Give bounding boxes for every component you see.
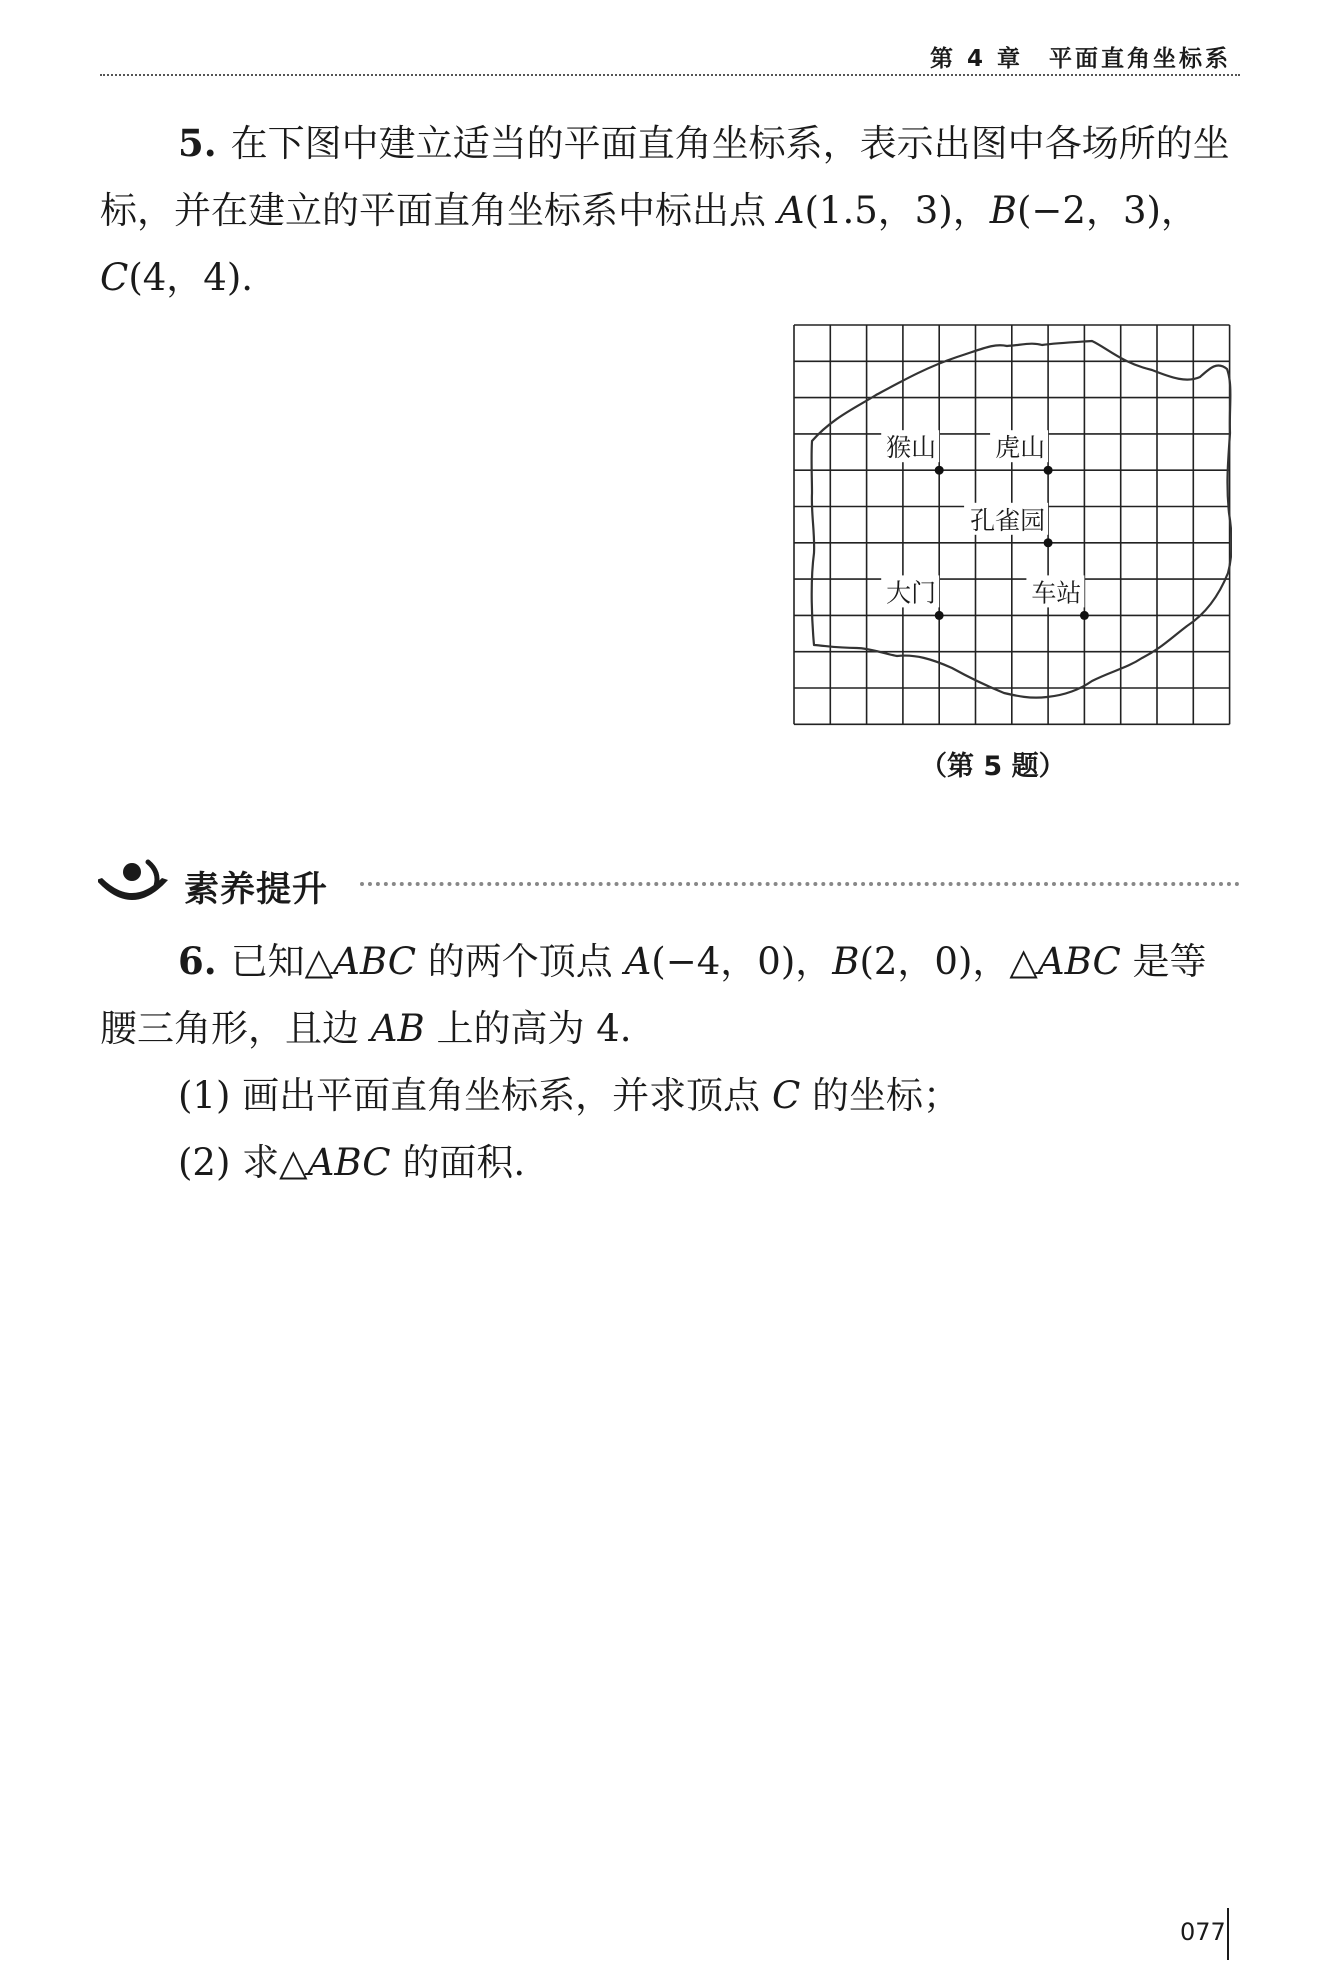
place-dot	[1044, 466, 1053, 475]
question-5	[100, 110, 1240, 311]
figure-caption: （第 5 题）	[920, 751, 1066, 782]
page-number: 077	[1180, 1918, 1226, 1946]
point-a-coord: (1.5，3)，	[804, 189, 990, 232]
point-b-coord: (−2，3)，	[1016, 189, 1198, 232]
section-emblem-icon	[98, 858, 174, 908]
point-a-label: A	[777, 189, 805, 232]
sub2-suffix: 的面积.	[390, 1141, 526, 1184]
sub1-suffix: 的坐标；	[800, 1074, 961, 1117]
q6-text-3: 是等腰三角形，且边	[100, 940, 1207, 1050]
place-dot	[1044, 538, 1053, 547]
q6-triangle-abc-2: ABC	[1037, 940, 1121, 983]
place-label: 孔雀园	[970, 505, 1046, 535]
q6-coord-a: (−4，0)，	[651, 940, 833, 983]
q6-text-4: 上的高为 4.	[424, 1007, 632, 1050]
q6-point-b: B	[832, 940, 860, 983]
place-marks	[881, 430, 1089, 620]
chapter-header: 第 4 章 平面直角坐标系	[929, 46, 1231, 72]
sub1-point-c: C	[771, 1074, 801, 1117]
q6-text-2: 的两个顶点	[416, 940, 625, 983]
place-label: 大门	[886, 578, 937, 608]
place-dot	[1080, 611, 1089, 620]
sub1-prefix: (1) 画出平面直角坐标系，并求顶点	[178, 1074, 772, 1117]
header-divider	[100, 74, 1240, 76]
q6-subquestion-1	[178, 1062, 960, 1129]
section-title: 素养提升	[184, 870, 329, 910]
place-dot	[935, 466, 944, 475]
sub2-triangle-abc: ABC	[307, 1141, 391, 1184]
section-dotted-rule	[360, 882, 1240, 886]
point-b-label: B	[989, 189, 1017, 232]
point-c-label: C	[100, 256, 129, 299]
q6-point-a: A	[624, 940, 652, 983]
zoo-grid-figure	[792, 323, 1232, 728]
sub2-prefix: (2) 求△	[178, 1141, 308, 1184]
place-label: 虎山	[995, 433, 1046, 463]
q6-text-1: 已知△	[230, 940, 334, 983]
question-text: 在下图中建立适当的平面直角坐标系，表示出图中各场所的坐标，并在建立的平面直角坐标系中标出点	[100, 122, 1230, 232]
section-header	[98, 858, 1240, 908]
question-number: 6.	[178, 939, 217, 983]
place-dot	[935, 611, 944, 620]
place-label: 猴山	[886, 433, 937, 463]
q6-coord-b: (2，0)，△	[859, 940, 1038, 983]
question-6	[100, 928, 1240, 1062]
page-number-bar	[1227, 1908, 1229, 1960]
point-c-coord: (4，4).	[128, 256, 254, 299]
q6-subquestion-2	[178, 1129, 525, 1196]
q6-triangle-abc: ABC	[333, 940, 417, 983]
q6-segment-ab: AB	[370, 1007, 425, 1050]
place-label: 车站	[1031, 578, 1082, 608]
question-number: 5.	[178, 121, 217, 165]
